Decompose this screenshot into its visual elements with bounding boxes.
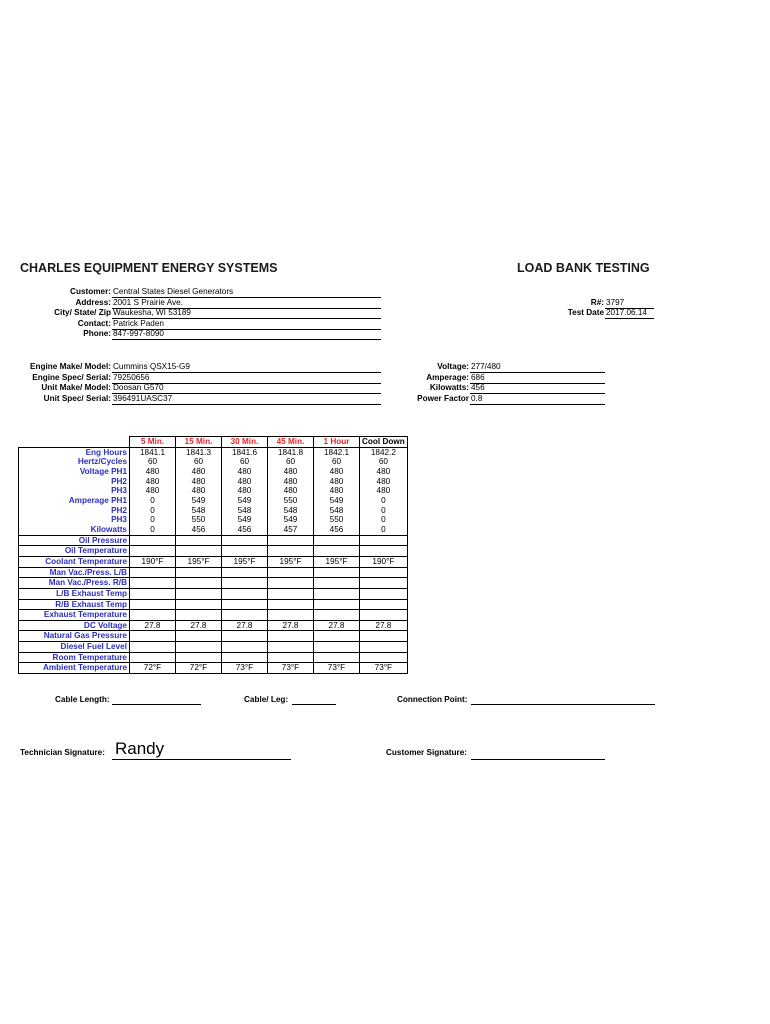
table-cell: 27.8: [176, 620, 222, 631]
table-row: [19, 535, 408, 546]
table-cell: 480: [176, 477, 222, 487]
table-cell: 480: [360, 486, 408, 496]
table-cell: [130, 599, 176, 610]
table-cell: 480: [130, 467, 176, 477]
row-label: Room Temperature: [19, 652, 130, 663]
table-cell: [176, 578, 222, 589]
table-cell: [314, 652, 360, 663]
table-cell: 190°F: [130, 556, 176, 567]
table-cell: [268, 578, 314, 589]
table-cell: 480: [268, 477, 314, 487]
table-cell: 60: [360, 457, 408, 467]
row-label: Man Vac./Press. L/B: [19, 567, 130, 578]
table-cell: 60: [130, 457, 176, 467]
table-cell: 0: [360, 525, 408, 535]
table-cell: 0: [130, 506, 176, 516]
city-value: Waukesha, WI 53189: [112, 308, 381, 319]
table-cell: 550: [268, 496, 314, 506]
table-cell: 456: [314, 525, 360, 535]
record-number-value: 3797: [605, 298, 654, 309]
row-label: DC Voltage: [19, 620, 130, 631]
table-cell: [268, 610, 314, 621]
column-header: Cool Down: [360, 437, 408, 448]
table-row: [19, 578, 408, 589]
table-cell: 195°F: [176, 556, 222, 567]
table-cell: 0: [360, 506, 408, 516]
test-date-label: Test Date: [567, 308, 604, 317]
table-cell: [268, 599, 314, 610]
table-cell: 27.8: [360, 620, 408, 631]
amperage-label: Amperage:: [426, 372, 469, 382]
phone-value: 847-997-8090: [112, 329, 381, 340]
table-row: [19, 556, 408, 567]
table-cell: 0: [130, 515, 176, 525]
row-label: Voltage PH1: [19, 467, 130, 477]
table-cell: 550: [176, 515, 222, 525]
table-row: [19, 486, 408, 496]
table-cell: [222, 631, 268, 642]
engine-spec-value: 79250656: [112, 373, 381, 384]
connection-point-label: Connection Point:: [397, 695, 468, 704]
table-cell: 1842.2: [360, 447, 408, 457]
row-label: Coolant Temperature: [19, 556, 130, 567]
table-cell: 60: [268, 457, 314, 467]
table-cell: [314, 631, 360, 642]
table-cell: [222, 588, 268, 599]
table-cell: [222, 546, 268, 557]
table-cell: 480: [222, 477, 268, 487]
table-cell: [176, 546, 222, 557]
amperage-value: 686: [470, 373, 605, 384]
table-cell: [176, 567, 222, 578]
company-name: CHARLES EQUIPMENT ENERGY SYSTEMS: [20, 261, 278, 275]
readings-table: [18, 436, 408, 674]
column-header: 15 Min.: [176, 437, 222, 448]
table-cell: 27.8: [268, 620, 314, 631]
engine-spec-label: Engine Spec/ Serial:: [32, 372, 111, 382]
table-cell: 480: [314, 467, 360, 477]
test-date-value: 2017.06.14: [605, 308, 654, 319]
table-row: [19, 610, 408, 621]
table-cell: 60: [222, 457, 268, 467]
table-cell: 549: [176, 496, 222, 506]
table-row: [19, 515, 408, 525]
column-header: 45 Min.: [268, 437, 314, 448]
table-cell: [176, 652, 222, 663]
kilowatts-value: 456: [470, 383, 605, 394]
table-cell: 1841.8: [268, 447, 314, 457]
table-cell: 73°F: [314, 663, 360, 674]
table-cell: [130, 535, 176, 546]
table-cell: [360, 610, 408, 621]
table-cell: 73°F: [360, 663, 408, 674]
table-cell: [176, 610, 222, 621]
table-cell: [314, 610, 360, 621]
table-cell: 480: [176, 467, 222, 477]
table-row: [19, 663, 408, 674]
row-label: Natural Gas Pressure: [19, 631, 130, 642]
table-cell: [176, 599, 222, 610]
table-cell: 27.8: [314, 620, 360, 631]
row-label: Exhaust Temperature: [19, 610, 130, 621]
table-cell: 548: [314, 506, 360, 516]
table-row: [19, 457, 408, 467]
table-cell: [130, 610, 176, 621]
table-cell: [268, 546, 314, 557]
table-cell: [268, 567, 314, 578]
table-cell: [360, 546, 408, 557]
table-cell: 0: [130, 525, 176, 535]
technician-signature: Randy: [115, 739, 165, 758]
table-cell: [360, 599, 408, 610]
table-corner: [19, 437, 130, 448]
table-cell: 1842.1: [314, 447, 360, 457]
power-factor-value: 0.8: [470, 394, 605, 405]
voltage-value: 277/480: [470, 362, 605, 373]
table-cell: [222, 610, 268, 621]
kilowatts-label: Kilowatts:: [429, 383, 469, 392]
row-label: Amperage PH1: [19, 496, 130, 506]
table-cell: [360, 642, 408, 653]
table-cell: [360, 588, 408, 599]
row-label: Man Vac./Press. R/B: [19, 578, 130, 589]
table-cell: [222, 535, 268, 546]
table-cell: [268, 588, 314, 599]
table-row: [19, 599, 408, 610]
table-cell: 480: [222, 486, 268, 496]
unit-spec-value: 396491UASC37: [112, 394, 381, 405]
row-label: Oil Temperature: [19, 546, 130, 557]
customer-signature-label: Customer Signature:: [386, 748, 467, 757]
table-cell: [222, 567, 268, 578]
table-row: [19, 447, 408, 457]
table-cell: 549: [268, 515, 314, 525]
table-row: [19, 588, 408, 599]
record-number-label: R#:: [590, 297, 604, 307]
table-cell: [222, 599, 268, 610]
table-cell: 549: [222, 515, 268, 525]
table-cell: [176, 535, 222, 546]
column-header: 30 Min.: [222, 437, 268, 448]
connection-point-line: [471, 694, 655, 705]
table-cell: 0: [360, 496, 408, 506]
table-row: [19, 642, 408, 653]
table-cell: [222, 652, 268, 663]
cable-leg-line: [292, 694, 336, 705]
table-cell: [314, 642, 360, 653]
row-label: PH3: [19, 515, 130, 525]
table-cell: [130, 546, 176, 557]
table-cell: [130, 567, 176, 578]
table-cell: [176, 631, 222, 642]
table-cell: [268, 642, 314, 653]
table-row: [19, 620, 408, 631]
table-cell: 480: [176, 486, 222, 496]
table-cell: [268, 652, 314, 663]
engine-make-label: Engine Make/ Model:: [30, 362, 111, 371]
table-cell: 60: [176, 457, 222, 467]
table-cell: 0: [360, 515, 408, 525]
table-cell: 549: [314, 496, 360, 506]
table-cell: [314, 599, 360, 610]
engine-make-value: Cummins QSX15-G9: [112, 362, 381, 373]
table-row: [19, 525, 408, 535]
customer-signature-line: [471, 749, 605, 760]
unit-spec-label: Unit Spec/ Serial:: [43, 393, 111, 403]
table-cell: 456: [176, 525, 222, 535]
cable-leg-label: Cable/ Leg:: [244, 695, 289, 704]
table-cell: 72°F: [130, 663, 176, 674]
column-header: 1 Hour: [314, 437, 360, 448]
table-cell: 195°F: [268, 556, 314, 567]
table-cell: 0: [130, 496, 176, 506]
table-cell: [360, 578, 408, 589]
table-cell: 480: [268, 467, 314, 477]
table-cell: [176, 588, 222, 599]
row-label: Diesel Fuel Level: [19, 642, 130, 653]
table-cell: 548: [268, 506, 314, 516]
table-row: [19, 496, 408, 506]
city-label: City/ State/ Zip: [54, 308, 111, 317]
cable-length-line: [112, 694, 201, 705]
row-label: R/B Exhaust Temp: [19, 599, 130, 610]
table-cell: [130, 578, 176, 589]
table-row: [19, 467, 408, 477]
table-cell: 548: [176, 506, 222, 516]
table-cell: 456: [222, 525, 268, 535]
address-label: Address:: [75, 297, 111, 307]
voltage-label: Voltage:: [437, 362, 469, 371]
table-cell: 480: [222, 467, 268, 477]
table-cell: [222, 578, 268, 589]
contact-label: Contact:: [77, 318, 111, 328]
technician-signature-label: Technician Signature:: [20, 748, 105, 757]
table-cell: 72°F: [176, 663, 222, 674]
address-value: 2001 S Prairie Ave.: [112, 298, 381, 309]
table-cell: [176, 642, 222, 653]
table-row: [19, 631, 408, 642]
row-label: L/B Exhaust Temp: [19, 588, 130, 599]
table-cell: [268, 631, 314, 642]
table-cell: 480: [314, 486, 360, 496]
phone-label: Phone:: [83, 329, 111, 338]
table-row: [19, 546, 408, 557]
table-cell: [314, 546, 360, 557]
table-cell: [314, 588, 360, 599]
table-cell: 549: [222, 496, 268, 506]
row-label: Eng Hours: [19, 447, 130, 457]
table-cell: 480: [130, 486, 176, 496]
table-cell: [314, 535, 360, 546]
column-header: 5 Min.: [130, 437, 176, 448]
row-label: Hertz/Cycles: [19, 457, 130, 467]
table-cell: [360, 631, 408, 642]
table-row: [19, 477, 408, 487]
row-label: Ambient Temperature: [19, 663, 130, 674]
table-cell: 190°F: [360, 556, 408, 567]
table-cell: 195°F: [222, 556, 268, 567]
customer-label: Customer:: [70, 287, 111, 296]
contact-value: Patrick Paden: [112, 319, 381, 330]
table-cell: 457: [268, 525, 314, 535]
cable-length-label: Cable Length:: [55, 695, 110, 704]
customer-value: Central States Diesel Generators: [112, 287, 381, 298]
table-cell: 27.8: [222, 620, 268, 631]
table-row: [19, 652, 408, 663]
table-cell: 1841.1: [130, 447, 176, 457]
table-cell: 480: [268, 486, 314, 496]
table-cell: 480: [314, 477, 360, 487]
table-cell: [130, 588, 176, 599]
table-cell: 548: [222, 506, 268, 516]
table-cell: [360, 535, 408, 546]
table-cell: 73°F: [268, 663, 314, 674]
table-cell: [314, 578, 360, 589]
table-cell: 480: [360, 467, 408, 477]
table-cell: 1841.6: [222, 447, 268, 457]
table-row: [19, 567, 408, 578]
row-label: PH2: [19, 506, 130, 516]
table-cell: 550: [314, 515, 360, 525]
row-label: Kilowatts: [19, 525, 130, 535]
table-cell: [130, 631, 176, 642]
table-cell: [130, 642, 176, 653]
unit-make-value: Doosan G570: [112, 383, 381, 394]
table-cell: 195°F: [314, 556, 360, 567]
table-cell: 73°F: [222, 663, 268, 674]
table-cell: [360, 652, 408, 663]
table-cell: [222, 642, 268, 653]
row-label: Oil Pressure: [19, 535, 130, 546]
document-title: LOAD BANK TESTING: [517, 261, 650, 275]
unit-make-label: Unit Make/ Model:: [41, 383, 111, 392]
table-cell: 60: [314, 457, 360, 467]
power-factor-label: Power Factor: [417, 393, 469, 403]
table-cell: [130, 652, 176, 663]
table-cell: [360, 567, 408, 578]
table-cell: 1841.3: [176, 447, 222, 457]
table-cell: 480: [360, 477, 408, 487]
table-cell: [268, 535, 314, 546]
table-cell: [314, 567, 360, 578]
table-cell: 480: [130, 477, 176, 487]
row-label: PH2: [19, 477, 130, 487]
table-row: [19, 506, 408, 516]
row-label: PH3: [19, 486, 130, 496]
table-cell: 27.8: [130, 620, 176, 631]
